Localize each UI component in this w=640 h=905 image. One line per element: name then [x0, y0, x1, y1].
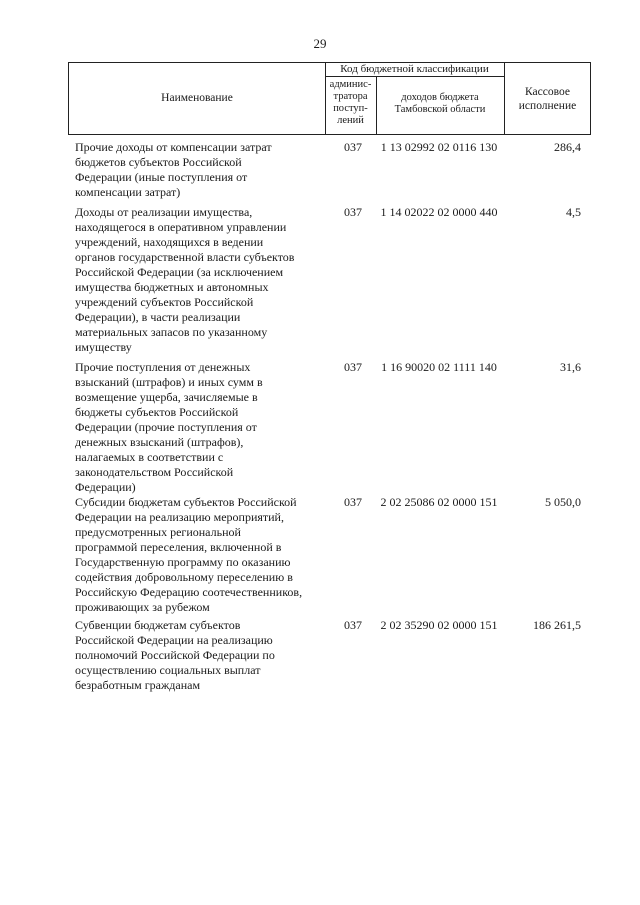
- header-admin-column: [325, 79, 376, 127]
- header-income-line: Тамбовской области: [394, 104, 486, 115]
- row-admin-code: 037: [344, 360, 362, 374]
- header-income-line: доходов бюджета: [401, 92, 479, 103]
- row-income-code: 1 16 90020 02 1111 140: [381, 360, 497, 374]
- row-name: Субвенции бюджетам субъектов Российской Федерации на реализацию полномочий Российской Федерации по осуществлению социальных выплат безработным гражданам: [75, 618, 275, 692]
- row-name: Субсидии бюджетам субъектов Российской Федерации на реализацию мероприятий, предусмотренных региональной программой переселения, включенной в Государственную программу по оказанию содействия добровольному переселению в Российскую Федерацию соотечественников, проживающих за рубежом: [75, 495, 303, 614]
- row-amount: 186 261,5: [533, 618, 581, 632]
- header-admin-line: админис-: [329, 79, 372, 90]
- row-name: Доходы от реализации имущества, находящегося в оперативном управлении учреждений, находящихся в ведении органов государственной власти субъектов Российской Федерации (за исключением имущества бюджетных и автономных учреждений субъектов Российской Федерации), в части реализации материальных запасов по указанному имуществу: [75, 205, 295, 354]
- row-income-code: 2 02 35290 02 0000 151: [380, 618, 498, 632]
- row-amount: 31,6: [560, 360, 581, 374]
- header-admin-line: тратора: [333, 91, 368, 102]
- header-name-column: Наименование: [161, 92, 233, 104]
- row-amount: 4,5: [566, 205, 581, 219]
- row-income-code: 2 02 25086 02 0000 151: [380, 495, 498, 509]
- header-admin-line: лений: [337, 115, 364, 126]
- row-admin-code: 037: [344, 618, 362, 632]
- row-admin-code: 037: [344, 495, 362, 509]
- header-income-column: [376, 92, 504, 116]
- page-number: 29: [313, 36, 327, 51]
- row-admin-code: 037: [344, 140, 362, 154]
- row-income-code: 1 13 02992 02 0116 130: [380, 140, 498, 154]
- row-admin-code: 037: [344, 205, 362, 219]
- table-header: [68, 62, 591, 135]
- header-execution-column: [504, 85, 591, 113]
- row-income-code: 1 14 02022 02 0000 440: [380, 205, 498, 219]
- row-name: Прочие доходы от компенсации затрат бюджетов субъектов Российской Федерации (иные поступления от компенсации затрат): [75, 140, 272, 199]
- row-amount: 286,4: [554, 140, 581, 154]
- row-name: Прочие поступления от денежных взысканий (штрафов) и иных сумм в возмещение ущерба, зачисляемые в бюджеты субъектов Российской Федерации (прочие поступления от денежных взысканий (штрафов), налагаемых в соответствии с законодательством Российской Федерации): [75, 360, 263, 494]
- header-execution-line: Кассовое: [525, 86, 570, 98]
- header-divider: [325, 76, 504, 77]
- header-execution-line: исполнение: [518, 100, 577, 112]
- header-budget-classification: Код бюджетной классификации: [340, 63, 489, 75]
- row-amount: 5 050,0: [545, 495, 581, 509]
- header-admin-line: поступ-: [333, 103, 368, 114]
